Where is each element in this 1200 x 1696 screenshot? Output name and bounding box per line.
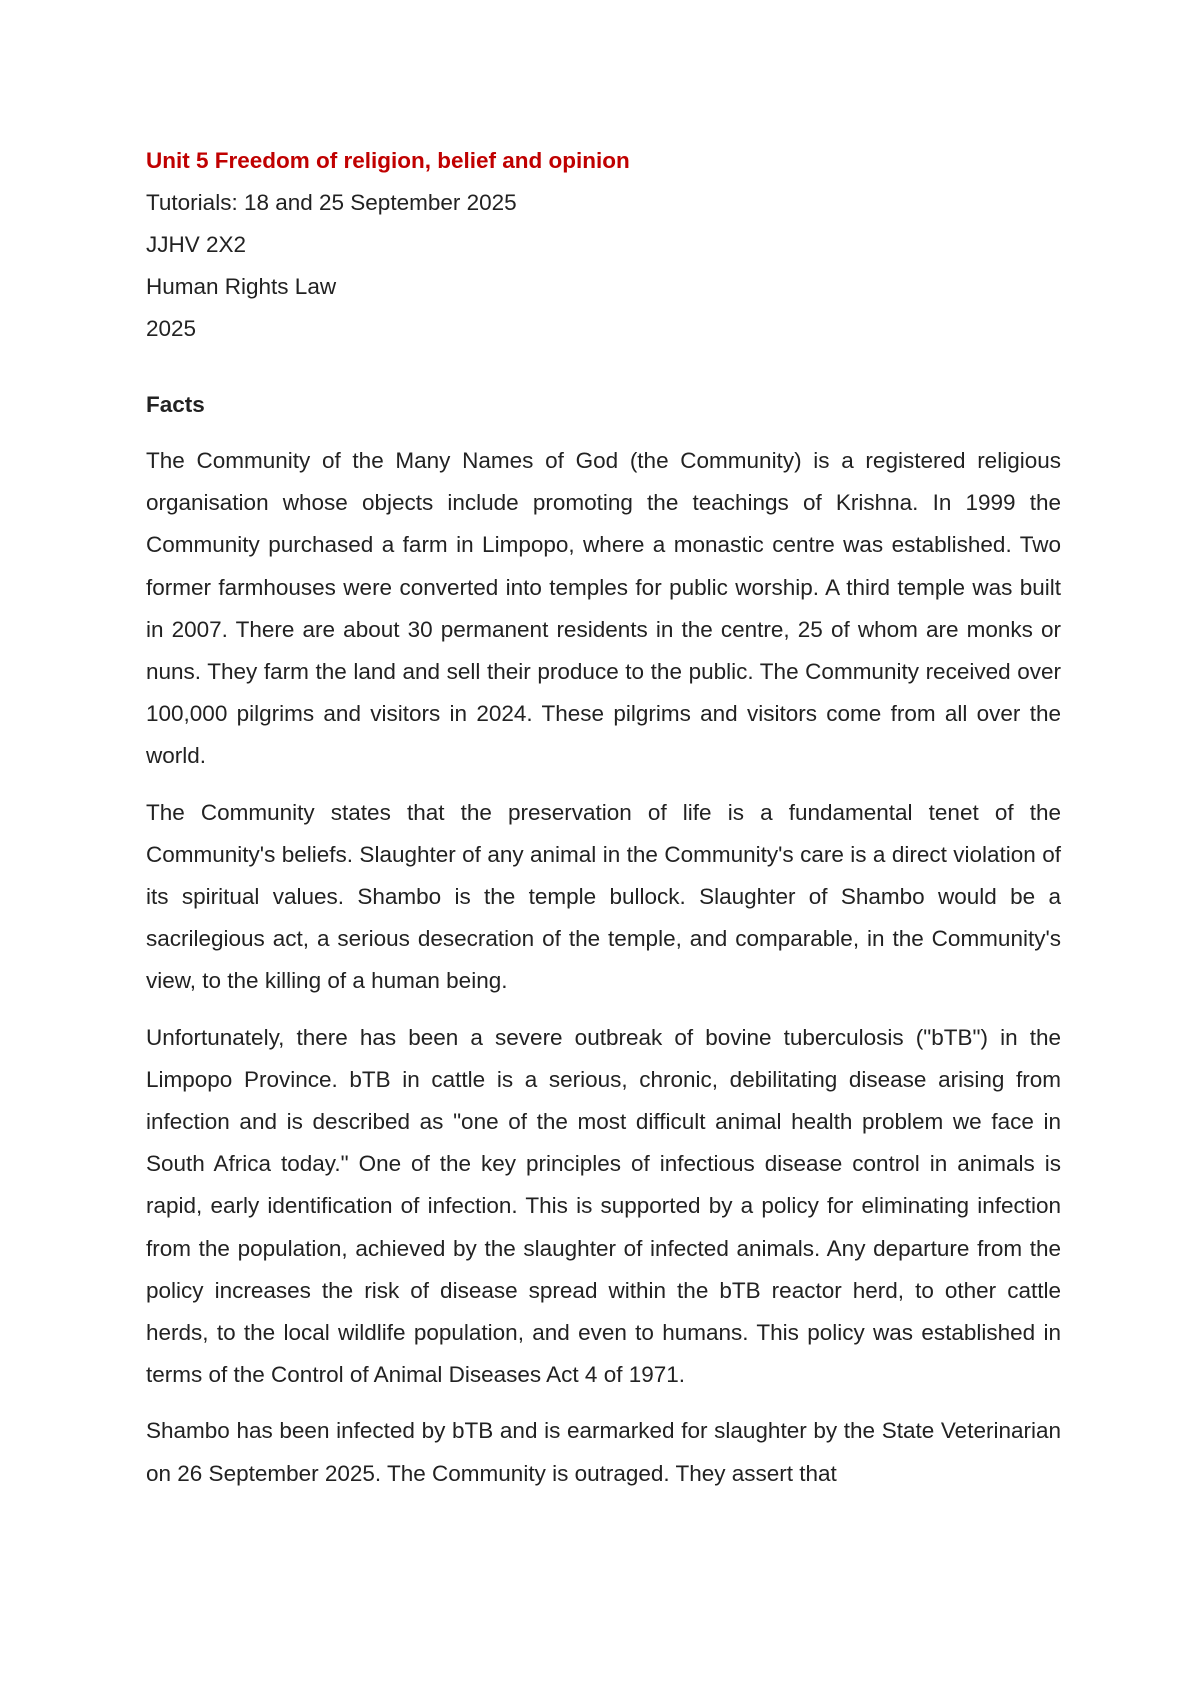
course-code: JJHV 2X2 <box>146 232 247 257</box>
facts-paragraph-2: The Community states that the preservation of life is a fundamental tenet of the Community's beliefs. Slaughter of any animal in the Community's care is a direct violation of its spiritual values. Shambo is the temple bullock. Slaughter of Shambo would be a sacrilegious act, a serious desecration of the temple, and comparable, in the Community's view, to the killing of a human being. <box>146 799 1061 994</box>
facts-heading: Facts <box>146 392 205 417</box>
document-page <box>146 140 1061 1509</box>
facts-paragraph-1: The Community of the Many Names of God (the Community) is a registered religious organisation whose objects include promoting the teachings of Krishna. In 1999 the Community purchased a farm in Limpopo, where a monastic centre was established. Two former farmhouses were converted into temples for public worship. A third temple was built in 2007. There are about 30 permanent residents in the centre, 25 of whom are monks or nuns. They farm the land and sell their produce to the public. The Community received over 100,000 pilgrims and visitors in 2024. These pilgrims and visitors come from all over the world. <box>146 448 1061 769</box>
course-name: Human Rights Law <box>146 274 337 299</box>
year: 2025 <box>146 316 197 341</box>
tutorial-dates: Tutorials: 18 and 25 September 2025 <box>146 190 517 215</box>
facts-paragraph-3: Unfortunately, there has been a severe outbreak of bovine tuberculosis ("bTB") in the Limpopo Province. bTB in cattle is a serious, chronic, debilitating disease arising from infection and is described as "one of the most difficult animal health problem we face in South Africa today." One of the key principles of infectious disease control in animals is rapid, early identification of infection. This is supported by a policy for eliminating infection from the population, achieved by the slaughter of infected animals. Any departure from the policy increases the risk of disease spread within the bTB reactor herd, to other cattle herds, to the local wildlife population, and even to humans. This policy was established in terms of the Control of Animal Diseases Act 4 of 1971. <box>146 1024 1061 1388</box>
facts-paragraph-4: Shambo has been infected by bTB and is earmarked for slaughter by the State Veterinarian on 26 September 2025. The Community is outraged. They assert that <box>146 1418 1061 1486</box>
document-title: Unit 5 Freedom of religion, belief and opinion <box>146 148 630 173</box>
